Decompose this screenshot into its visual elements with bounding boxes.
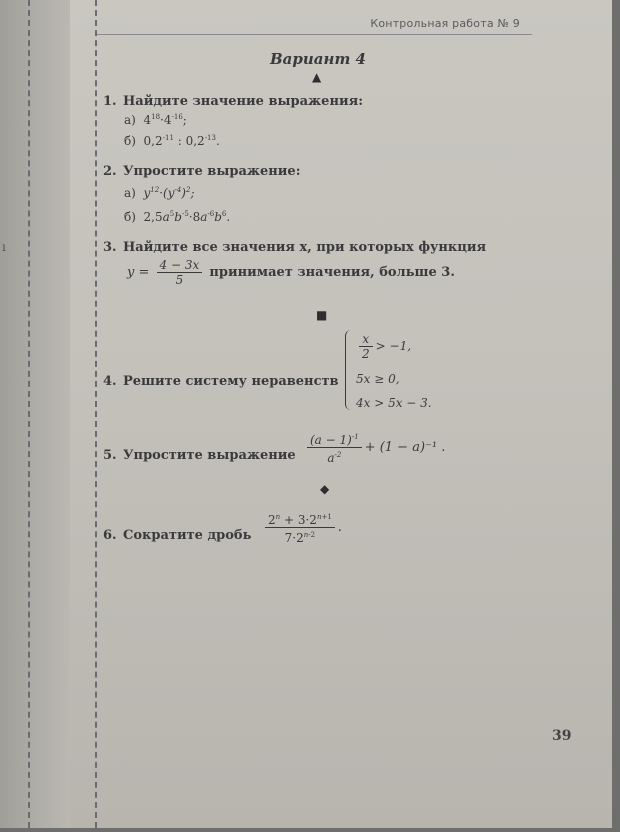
expression-tail: + (1 − a)⁻¹ . xyxy=(364,440,446,455)
task-2a xyxy=(124,186,195,200)
task-number: 5. xyxy=(103,448,117,463)
task-text: Упростите выражение: xyxy=(123,164,301,179)
numerator: x xyxy=(362,332,370,346)
denominator: 5 xyxy=(157,272,203,287)
task-text: Решите систему неравенств xyxy=(123,374,339,389)
inequality-1 xyxy=(356,332,411,361)
fraction xyxy=(265,510,335,545)
fraction xyxy=(307,430,362,465)
dashed-cut-line xyxy=(95,0,97,828)
task-text-tail: принимает значения, больше 3. xyxy=(209,265,455,280)
denominator: $a^{-2}$ xyxy=(307,447,362,465)
system-brace xyxy=(345,330,354,410)
denominator: $7\cdot 2^{n-2}$ xyxy=(265,527,335,545)
inequality-3: 4x > 5x − 3. xyxy=(356,396,432,410)
function-lhs: y = xyxy=(127,265,150,280)
task-3 xyxy=(103,240,486,255)
dashed-cut-line xyxy=(28,0,30,828)
numerator: 4 − 3x xyxy=(159,258,200,272)
task-6 xyxy=(103,528,251,543)
inequality-2: 5x ≥ 0, xyxy=(356,372,400,386)
task-6-expression: $\frac{2^n + 3\cdot 2^{n+1}}{7\cdot 2^{n-2}}$ . xyxy=(262,510,342,545)
inequality-tail: > −1, xyxy=(375,339,412,353)
fraction xyxy=(359,332,373,361)
stray-char: ı xyxy=(2,240,6,254)
fraction xyxy=(157,258,203,287)
triangle-icon: ▲ xyxy=(312,70,322,84)
task-1 xyxy=(103,94,363,109)
task-5 xyxy=(103,448,296,463)
task-1b xyxy=(124,134,220,148)
option-label: а) xyxy=(124,113,136,127)
task-text: Найдите значение выражения: xyxy=(123,94,364,109)
page-number: 39 xyxy=(552,728,572,744)
expression: $y^{12}\cdot(y^{-4})^2$; xyxy=(143,186,195,200)
option-label: б) xyxy=(124,210,136,224)
diamond-icon: ◆ xyxy=(320,482,330,496)
task-1a xyxy=(124,113,187,127)
task-number: 3. xyxy=(103,240,117,255)
task-number: 4. xyxy=(103,374,117,389)
task-text: Сократите дробь xyxy=(123,528,252,543)
expression: $0,2^{-11}$ : $0,2^{-13}$. xyxy=(143,134,220,148)
task-3-formula xyxy=(127,258,455,287)
header-rule xyxy=(97,34,532,35)
task-2b xyxy=(124,210,230,224)
expression: $4^{18}\cdot 4^{-16}$; xyxy=(143,113,187,127)
task-5-expression xyxy=(304,430,445,465)
expression: $2,5a^5b^{-5}\cdot 8a^{-6}b^6$. xyxy=(143,210,231,224)
numerator: $(a - 1)^{-1}$ xyxy=(310,433,359,447)
variant-title: Вариант 4 xyxy=(270,50,366,68)
square-icon: ■ xyxy=(316,308,328,322)
task-2 xyxy=(103,164,301,179)
numerator: $2^n + 3\cdot 2^{n+1}$ xyxy=(268,513,332,527)
running-head: Контрольная работа № 9 xyxy=(370,17,520,30)
option-label: а) xyxy=(124,186,136,200)
task-text: Упростите выражение xyxy=(123,448,296,463)
option-label: б) xyxy=(124,134,136,148)
task-number: 1. xyxy=(103,94,117,109)
task-text: Найдите все значения x, при которых функция xyxy=(123,240,487,255)
denominator: 2 xyxy=(359,346,373,361)
task-number: 6. xyxy=(103,528,117,543)
task-4 xyxy=(103,374,339,389)
task-number: 2. xyxy=(103,164,117,179)
previous-page-strip xyxy=(0,0,70,828)
